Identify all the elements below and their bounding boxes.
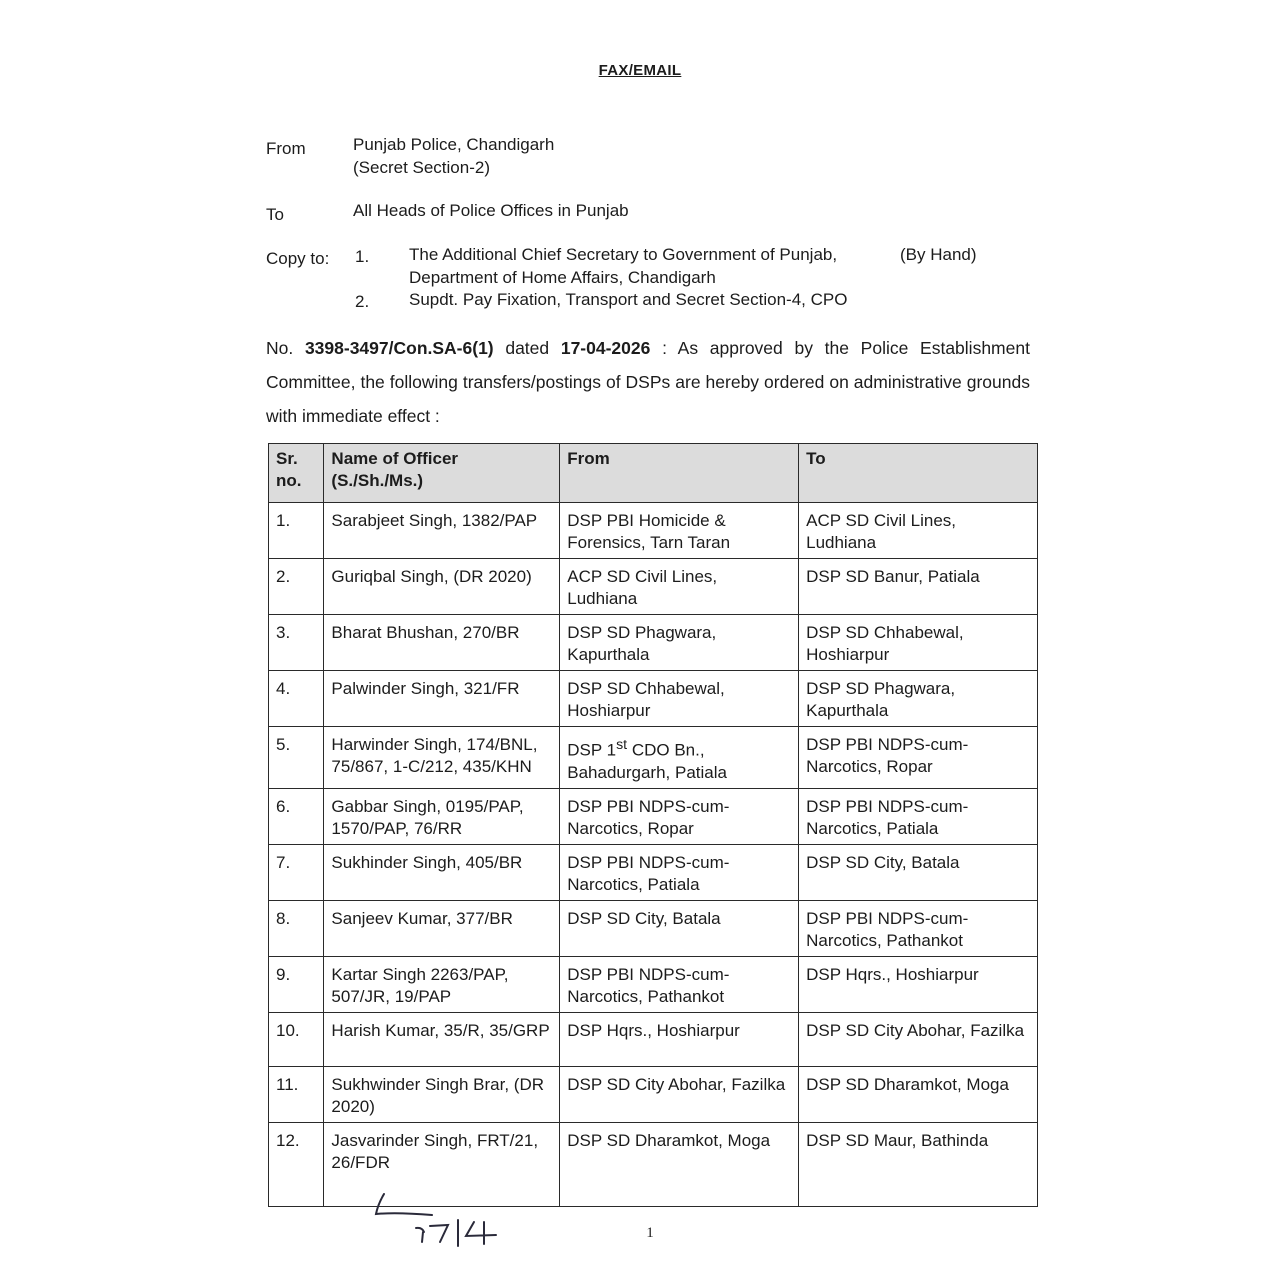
from-posting-cell: DSP SD Phagwara, Kapurthala bbox=[560, 615, 799, 671]
table-row bbox=[269, 671, 1038, 727]
sr-cell: 3. bbox=[269, 615, 324, 671]
officer-name-cell: Palwinder Singh, 321/FR bbox=[324, 671, 560, 727]
header-name-line2: (S./Sh./Ms.) bbox=[331, 471, 424, 490]
to-posting-cell: DSP SD Dharamkot, Moga bbox=[799, 1066, 1038, 1122]
copy-item-2-line1: Supdt. Pay Fixation, Transport and Secret Section-4, CPO bbox=[409, 290, 848, 309]
table-row bbox=[269, 1066, 1038, 1122]
copy-item-number: 1. bbox=[355, 247, 370, 266]
sr-cell: 2. bbox=[269, 559, 324, 615]
from-office: Punjab Police, Chandigarh bbox=[353, 135, 555, 154]
officer-name-cell: Bharat Bhushan, 270/BR bbox=[324, 615, 560, 671]
table-row bbox=[269, 1012, 1038, 1066]
to-posting-cell: DSP Hqrs., Hoshiarpur bbox=[799, 956, 1038, 1012]
sr-cell: 4. bbox=[269, 671, 324, 727]
copy-item-number: 2. bbox=[355, 292, 370, 311]
officer-name-cell: Harwinder Singh, 174/BNL, 75/867, 1-C/212, 435/KHN bbox=[324, 727, 560, 789]
to-posting-cell: DSP SD City, Batala bbox=[799, 844, 1038, 900]
officer-name-cell: Sarabjeet Singh, 1382/PAP bbox=[324, 503, 560, 559]
sr-cell: 6. bbox=[269, 788, 324, 844]
officer-name-cell: Guriqbal Singh, (DR 2020) bbox=[324, 559, 560, 615]
from-posting-cell: DSP SD Dharamkot, Moga bbox=[560, 1122, 799, 1206]
from-posting-prefix: DSP 1 bbox=[567, 740, 617, 760]
officer-name-cell: Sukhwinder Singh Brar, (DR 2020) bbox=[324, 1066, 560, 1122]
to-posting-cell: DSP PBI NDPS-cum-Narcotics, Ropar bbox=[799, 727, 1038, 789]
table-row bbox=[269, 956, 1038, 1012]
order-body-text: : As approved by the Police Establishment Committee, the following transfers/postings of DSPs are hereby ordered on administrative grounds with immediate effect : bbox=[266, 338, 1030, 426]
from-posting-cell: DSP PBI NDPS-cum-Narcotics, Ropar bbox=[560, 788, 799, 844]
header-name-line1: Name of Officer bbox=[331, 449, 459, 468]
ordinal-suffix: st bbox=[616, 737, 628, 753]
table-row bbox=[269, 844, 1038, 900]
to-posting-cell: DSP SD Maur, Bathinda bbox=[799, 1122, 1038, 1206]
from-posting-cell: DSP PBI NDPS-cum-Narcotics, Pathankot bbox=[560, 956, 799, 1012]
from-posting-cell bbox=[560, 727, 799, 789]
page-number: 1 bbox=[646, 1225, 654, 1241]
to-posting-cell: DSP PBI NDPS-cum-Narcotics, Pathankot bbox=[799, 900, 1038, 956]
to-label: To bbox=[266, 205, 284, 224]
table-row bbox=[269, 727, 1038, 789]
from-posting-cell: DSP PBI NDPS-cum-Narcotics, Patiala bbox=[560, 844, 799, 900]
header-to: To bbox=[799, 444, 1038, 503]
from-posting-cell: DSP PBI Homicide & Forensics, Tarn Taran bbox=[560, 503, 799, 559]
from-section: (Secret Section-2) bbox=[353, 158, 490, 177]
table-row bbox=[269, 559, 1038, 615]
officer-name-cell: Gabbar Singh, 0195/PAP, 1570/PAP, 76/RR bbox=[324, 788, 560, 844]
sr-cell: 1. bbox=[269, 503, 324, 559]
table-row bbox=[269, 788, 1038, 844]
fax-email-heading: FAX/EMAIL bbox=[598, 62, 682, 79]
officer-name-cell: Sukhinder Singh, 405/BR bbox=[324, 844, 560, 900]
sr-cell: 8. bbox=[269, 900, 324, 956]
copy-item-1-line1: The Additional Chief Secretary to Government of Punjab, bbox=[409, 245, 838, 264]
from-posting-cell: DSP SD Chhabewal, Hoshiarpur bbox=[560, 671, 799, 727]
from-posting-rest: CDO Bn., Bahadurgarh, Patiala bbox=[567, 740, 727, 782]
order-number-prefix: No. bbox=[266, 338, 294, 358]
order-number: 3398-3497/Con.SA-6(1) bbox=[304, 338, 494, 358]
to-posting-cell: DSP PBI NDPS-cum-Narcotics, Patiala bbox=[799, 788, 1038, 844]
copy-to-label: Copy to: bbox=[266, 249, 330, 268]
to-posting-cell: ACP SD Civil Lines, Ludhiana bbox=[799, 503, 1038, 559]
sr-cell: 10. bbox=[269, 1012, 324, 1066]
to-recipient: All Heads of Police Offices in Punjab bbox=[353, 201, 629, 220]
from-posting-cell: DSP SD City, Batala bbox=[560, 900, 799, 956]
header-sr-no: Sr. no. bbox=[269, 444, 324, 503]
officer-name-cell: Kartar Singh 2263/PAP, 507/JR, 19/PAP bbox=[324, 956, 560, 1012]
by-hand-note: (By Hand) bbox=[900, 245, 977, 264]
to-posting-cell: DSP SD City Abohar, Fazilka bbox=[799, 1012, 1038, 1066]
from-label: From bbox=[266, 139, 306, 158]
copy-item-1-line2: Department of Home Affairs, Chandigarh bbox=[409, 268, 716, 287]
to-posting-cell: DSP SD Phagwara, Kapurthala bbox=[799, 671, 1038, 727]
transfers-table bbox=[268, 443, 1038, 1207]
header-from: From bbox=[560, 444, 799, 503]
sr-cell: 7. bbox=[269, 844, 324, 900]
handwritten-initials bbox=[366, 1188, 516, 1258]
order-dated-label: dated bbox=[505, 338, 550, 358]
table-row bbox=[269, 503, 1038, 559]
table-row bbox=[269, 900, 1038, 956]
officer-name-cell: Sanjeev Kumar, 377/BR bbox=[324, 900, 560, 956]
sr-cell: 11. bbox=[269, 1066, 324, 1122]
order-paragraph bbox=[266, 331, 1030, 433]
sr-cell: 12. bbox=[269, 1122, 324, 1206]
to-posting-cell: DSP SD Chhabewal, Hoshiarpur bbox=[799, 615, 1038, 671]
from-posting-cell: DSP Hqrs., Hoshiarpur bbox=[560, 1012, 799, 1066]
officer-name-cell: Jasvarinder Singh, FRT/21, 26/FDR bbox=[324, 1122, 560, 1206]
to-posting-cell: DSP SD Banur, Patiala bbox=[799, 559, 1038, 615]
from-posting-cell: DSP SD City Abohar, Fazilka bbox=[560, 1066, 799, 1122]
from-posting-cell: ACP SD Civil Lines, Ludhiana bbox=[560, 559, 799, 615]
table-row bbox=[269, 615, 1038, 671]
sr-cell: 5. bbox=[269, 727, 324, 789]
order-date: 17-04-2026 bbox=[560, 338, 651, 358]
officer-name-cell: Harish Kumar, 35/R, 35/GRP bbox=[324, 1012, 560, 1066]
sr-cell: 9. bbox=[269, 956, 324, 1012]
table-header-row bbox=[269, 444, 1038, 503]
header-name-of-officer bbox=[324, 444, 560, 503]
